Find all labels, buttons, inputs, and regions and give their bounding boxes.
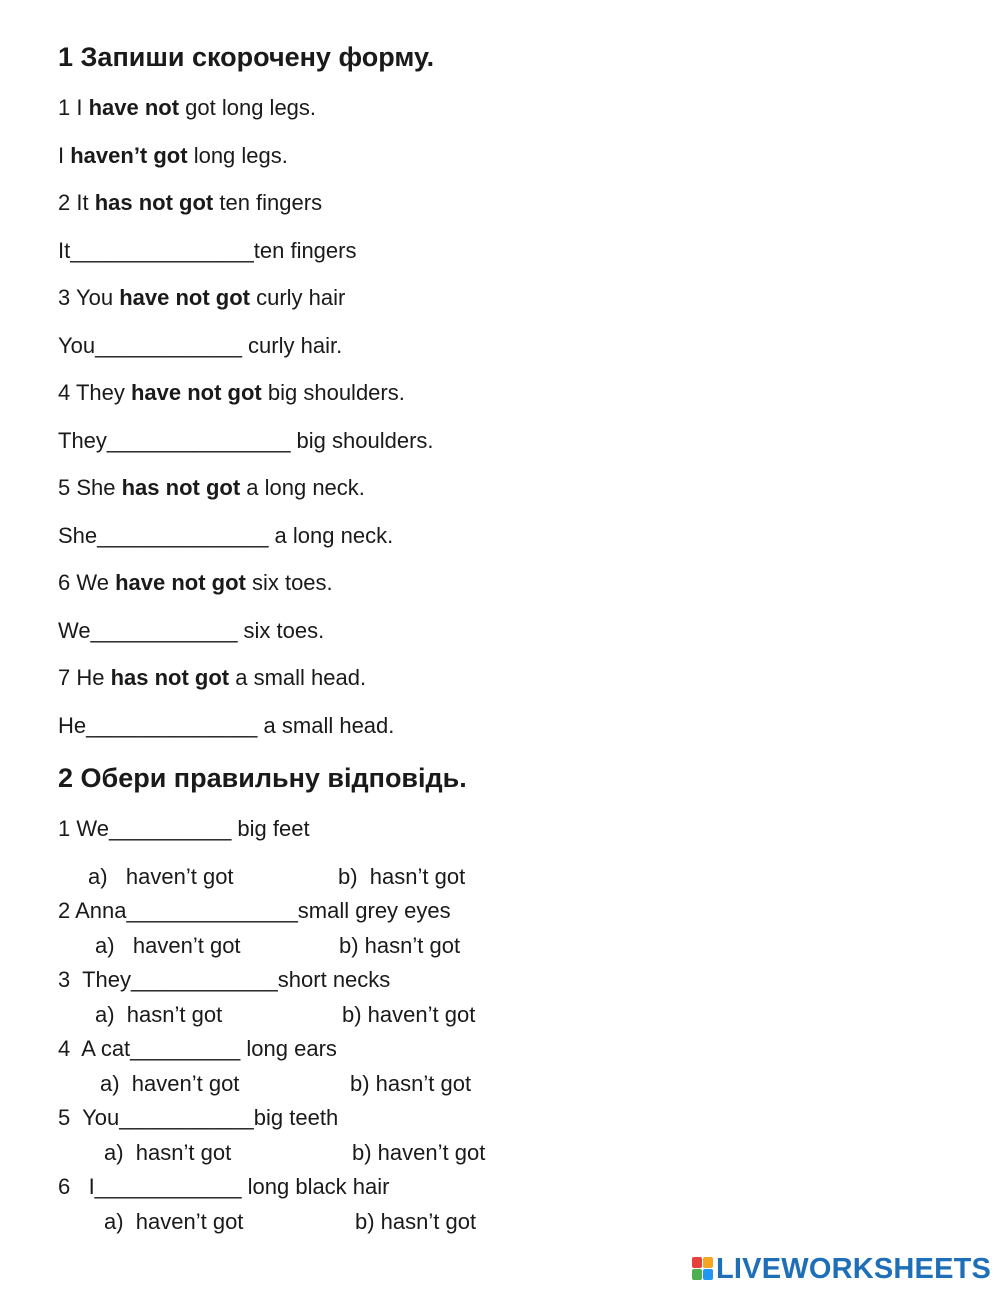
question-3-option-a[interactable]: a) hasn’t got (95, 1002, 223, 1027)
item-4-blank[interactable]: They_______________ big shoulders. (58, 428, 434, 453)
liveworksheets-logo[interactable] (692, 1254, 991, 1284)
question-6-option-a[interactable]: a) haven’t got (104, 1209, 244, 1234)
question-6[interactable]: 6 I____________ long black hair (58, 1174, 390, 1199)
item-3-blank[interactable]: You____________ curly hair. (58, 333, 343, 358)
question-2[interactable]: 2 Anna______________small grey eyes (58, 898, 451, 923)
question-2-option-a[interactable]: a) haven’t got (95, 933, 241, 958)
question-4-option-a[interactable]: a) haven’t got (100, 1071, 240, 1096)
question-5[interactable]: 5 You___________big teeth (58, 1105, 339, 1130)
question-2-option-b[interactable]: b) hasn’t got (339, 933, 461, 958)
question-3-option-b[interactable]: b) haven’t got (342, 1002, 476, 1027)
section-1-title: 1 Запиши скорочену форму. (58, 42, 435, 72)
example-sentence: 1 I have not got long legs. (58, 95, 317, 120)
question-1-option-b[interactable]: b) hasn’t got (338, 864, 466, 889)
item-2-blank[interactable]: It_______________ten fingers (58, 238, 357, 263)
item-5-sentence: 5 She has not got a long neck. (58, 475, 365, 500)
question-4[interactable]: 4 A cat_________ long ears (58, 1036, 337, 1061)
item-6-sentence: 6 We have not got six toes. (58, 570, 333, 595)
item-7-sentence: 7 He has not got a small head. (58, 665, 367, 690)
question-6-option-b[interactable]: b) hasn’t got (355, 1209, 477, 1234)
item-3-sentence: 3 You have not got curly hair (58, 285, 346, 310)
question-3[interactable]: 3 They____________short necks (58, 967, 391, 992)
section-2-title: 2 Обери правильну відповідь. (58, 763, 467, 793)
question-1[interactable]: 1 We__________ big feet (58, 816, 310, 841)
liveworksheets-logo-icon (692, 1257, 714, 1281)
example-answer: I haven’t got long legs. (58, 143, 288, 168)
item-5-blank[interactable]: She______________ a long neck. (58, 523, 394, 548)
question-5-option-b[interactable]: b) haven’t got (352, 1140, 486, 1165)
item-7-blank[interactable]: He______________ a small head. (58, 713, 395, 738)
liveworksheets-logo-text: LIVEWORKSHEETS (716, 1252, 992, 1285)
item-6-blank[interactable]: We____________ six toes. (58, 618, 325, 643)
question-1-option-a[interactable]: a) haven’t got (88, 864, 234, 889)
item-4-sentence: 4 They have not got big shoulders. (58, 380, 405, 405)
question-5-option-a[interactable]: a) hasn’t got (104, 1140, 232, 1165)
question-4-option-b[interactable]: b) hasn’t got (350, 1071, 472, 1096)
item-2-sentence: 2 It has not got ten fingers (58, 190, 323, 215)
